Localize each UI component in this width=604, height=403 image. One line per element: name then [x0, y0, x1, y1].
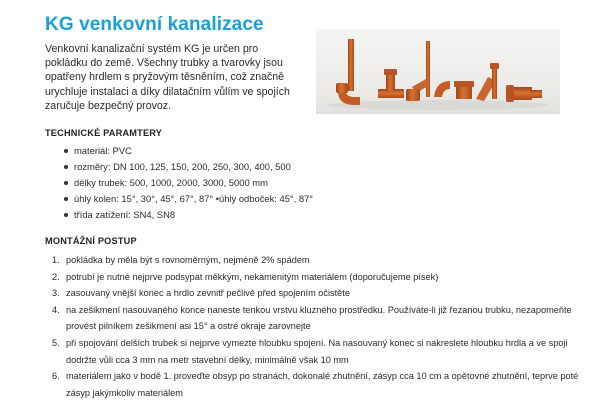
step-item	[52, 285, 582, 302]
step-text: materiálem jako v bodě 1. proveďte obsyp po stranách, dokonalé zhutnění, zásyp cca 10 cm a opětovné zhutnění, teprve poté zásyp jakýmkoliv materiálem	[66, 371, 579, 398]
list-item: délky trubek: 500, 1000, 2000, 3000, 5000 mm	[66, 175, 313, 191]
step-number: 6.	[52, 371, 60, 382]
page-title: KG venkovní kanalizace	[45, 14, 264, 35]
list-item: materiál: PVC	[66, 143, 313, 159]
list-item: úhly kolen: 15°, 30°, 45°, 67°, 87° •úhly odboček: 45°, 87°	[66, 191, 313, 207]
step-text: potrubí je nutné nejprve podsypat měkkým, nekamenitým materiálem (doporučujeme písek)	[66, 271, 439, 282]
step-text: při spojování delších trubek si nejprve vymezte hloubku spojení. Na nasouvaný konec si nakreslete hloubku hrdla a ve spoji dodržte vůli cca 3 mm na metr stavební délky, minimálně však 10 mm	[66, 337, 568, 365]
step-item	[52, 335, 582, 368]
step-number: 4.	[52, 304, 60, 315]
step-text: zasouvaný vnější konec a hrdlo zevnitř pečlivě před spojením očistěte	[66, 288, 350, 299]
step-number: 1.	[52, 255, 60, 265]
list-item: rozměry: DN 100, 125, 150, 200, 250, 300, 400, 500	[66, 159, 313, 175]
step-item	[52, 252, 582, 269]
product-photo	[316, 29, 560, 114]
step-number: 2.	[52, 271, 60, 282]
step-number: 5.	[52, 337, 60, 348]
step-item	[52, 269, 582, 286]
step-text: na zešikmení nasouvaného konce naneste tenkou vrstvu kluzného prostředku. Používáte-li již řezanou trubku, nezapomeňte provést pilníkem zešikmení asi 15° a ostré okraje zarovnejte	[66, 304, 572, 332]
step-number: 3.	[52, 288, 60, 299]
mounting-steps	[52, 252, 582, 401]
technical-heading: TECHNICKÉ PARAMTERY	[45, 128, 163, 138]
list-item: třída zatížení: SN4, SN8	[66, 207, 313, 223]
mounting-heading: MONTÁŽNÍ POSTUP	[45, 236, 137, 246]
step-text: pokládka by měla být s rovnoměrným, nejméně 2% spádem	[66, 255, 310, 265]
step-item	[52, 368, 582, 401]
intro-paragraph: Venkovní kanalizační systém KG je určen pro pokládku do země. Všechny trubky a tvarovky jsou opatřeny hrdlem s pryžovým těsněním, což značně urychluje instalaci a díky dilatačním vůlím ve spojích zaručuje bezpečný provoz.	[45, 43, 290, 112]
step-item	[52, 302, 582, 335]
technical-list	[56, 143, 313, 223]
kg-pipes-illustration	[316, 29, 560, 114]
